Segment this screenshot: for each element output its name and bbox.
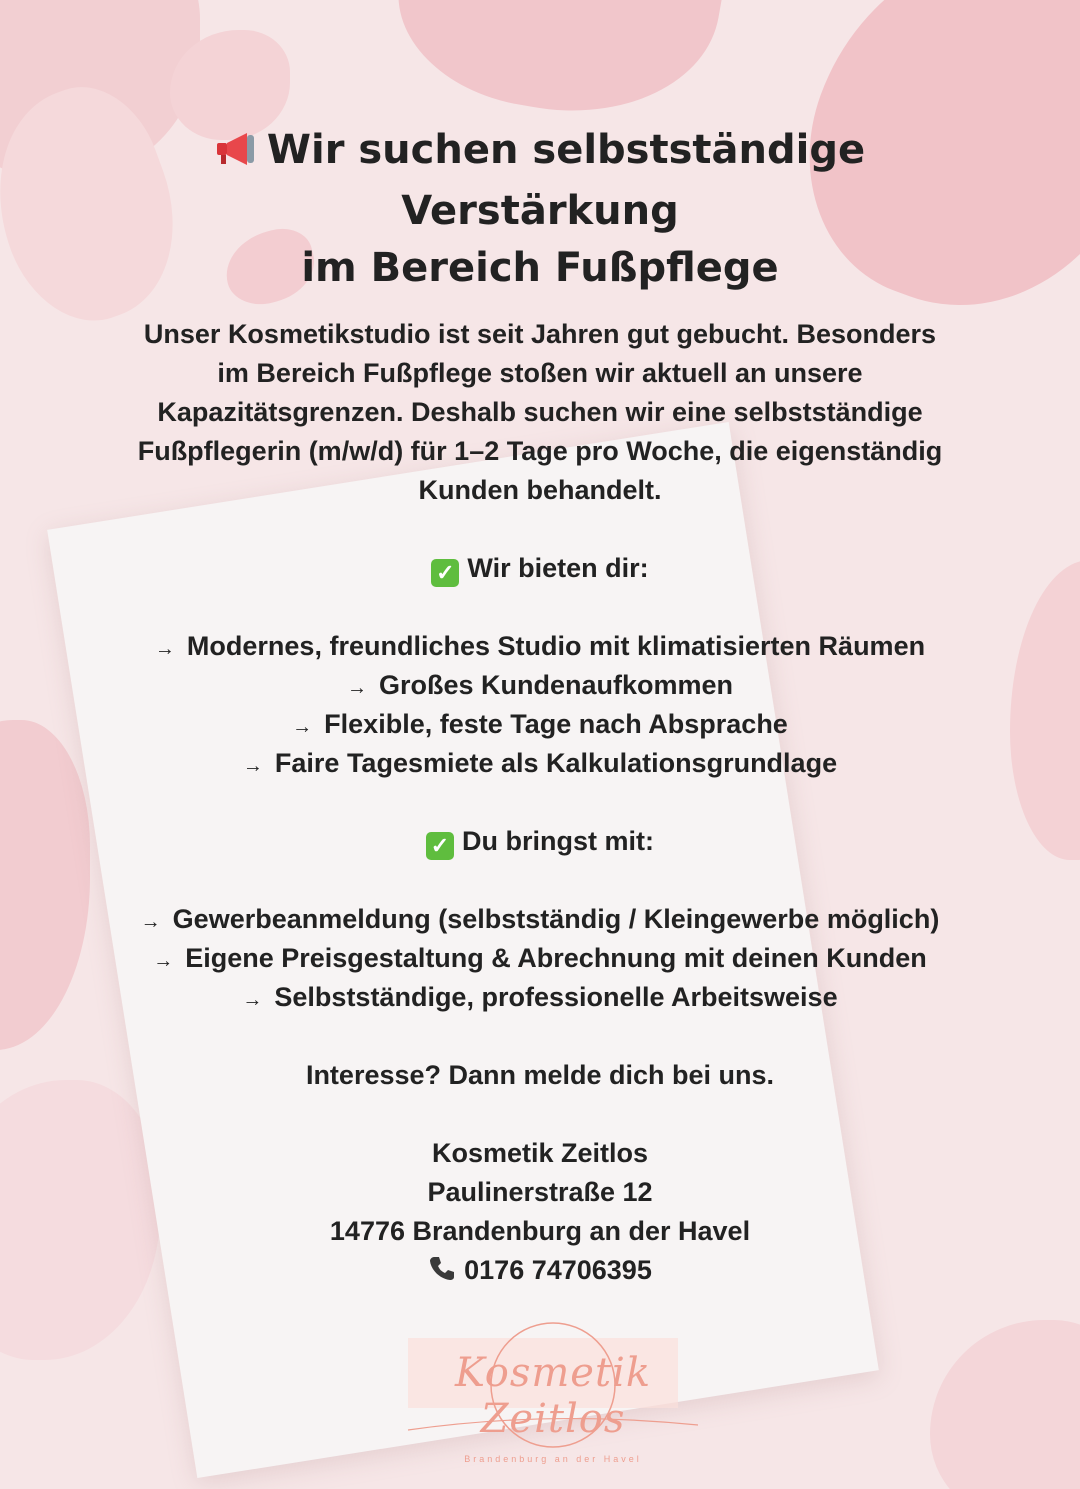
requirement-item: → Selbstständige, professionelle Arbeitsweise	[242, 982, 838, 1012]
intro-line-3: Kapazitätsgrenzen. Deshalb suchen wir eine selbstständige	[157, 397, 923, 427]
intro-line-5: Kunden behandelt.	[418, 475, 662, 505]
arrow-icon: →	[346, 677, 367, 699]
offer-item: → Flexible, feste Tage nach Absprache	[292, 709, 788, 739]
offer-item: → Faire Tagesmiete als Kalkulationsgrundlage	[242, 748, 838, 778]
megaphone-icon	[215, 126, 259, 183]
logo-subtitle: Brandenburg an der Havel	[464, 1454, 642, 1464]
intro-line-2: im Bereich Fußpflege stoßen wir aktuell an unsere	[217, 358, 863, 388]
offer-item: → Modernes, freundliches Studio mit klimatisierten Räumen	[154, 631, 926, 661]
check-mark-icon: ✓	[426, 832, 454, 860]
telephone-icon	[428, 1254, 456, 1293]
intro-line-1: Unser Kosmetikstudio ist seit Jahren gut gebucht. Besonders	[143, 319, 937, 349]
requirement-item: → Gewerbeanmeldung (selbstständig / Kleingewerbe möglich)	[140, 904, 940, 934]
call-to-action: Interesse? Dann melde dich bei uns.	[305, 1060, 775, 1090]
arrow-icon: →	[292, 716, 313, 738]
arrow-icon: →	[242, 989, 263, 1011]
requirements-heading: ✓ Du bringst mit:	[40, 822, 1040, 861]
arrow-icon: →	[140, 911, 161, 933]
logo-script: Kosmetik Zeitlos	[454, 1350, 652, 1442]
contact-street: Paulinerstraße 12	[427, 1177, 653, 1207]
contact-city: 14776 Brandenburg an der Havel	[329, 1216, 751, 1246]
check-mark-icon: ✓	[431, 559, 459, 587]
requirement-item: → Eigene Preisgestaltung & Abrechnung mit deinen Kunden	[153, 943, 927, 973]
arrow-icon: →	[153, 950, 174, 972]
headline	[90, 122, 990, 297]
headline-line-1: Wir suchen selbstständige Verstärkung	[90, 122, 990, 240]
arrow-icon: →	[242, 755, 263, 777]
headline-line-2: im Bereich Fußpflege	[301, 245, 779, 291]
offer-item: → Großes Kundenaufkommen	[346, 670, 734, 700]
offer-heading: ✓ Wir bieten dir:	[40, 549, 1040, 588]
brand-logo	[398, 1310, 708, 1470]
arrow-icon: →	[154, 638, 175, 660]
contact-name: Kosmetik Zeitlos	[431, 1138, 649, 1168]
petal-bottom-right	[930, 1320, 1080, 1489]
petal-top-center	[382, 0, 737, 136]
contact-phone[interactable]: 0176 74706395	[40, 1251, 1040, 1293]
intro-line-4: Fußpflegerin (m/w/d) für 1–2 Tage pro Woche, die eigenständig	[137, 436, 943, 466]
